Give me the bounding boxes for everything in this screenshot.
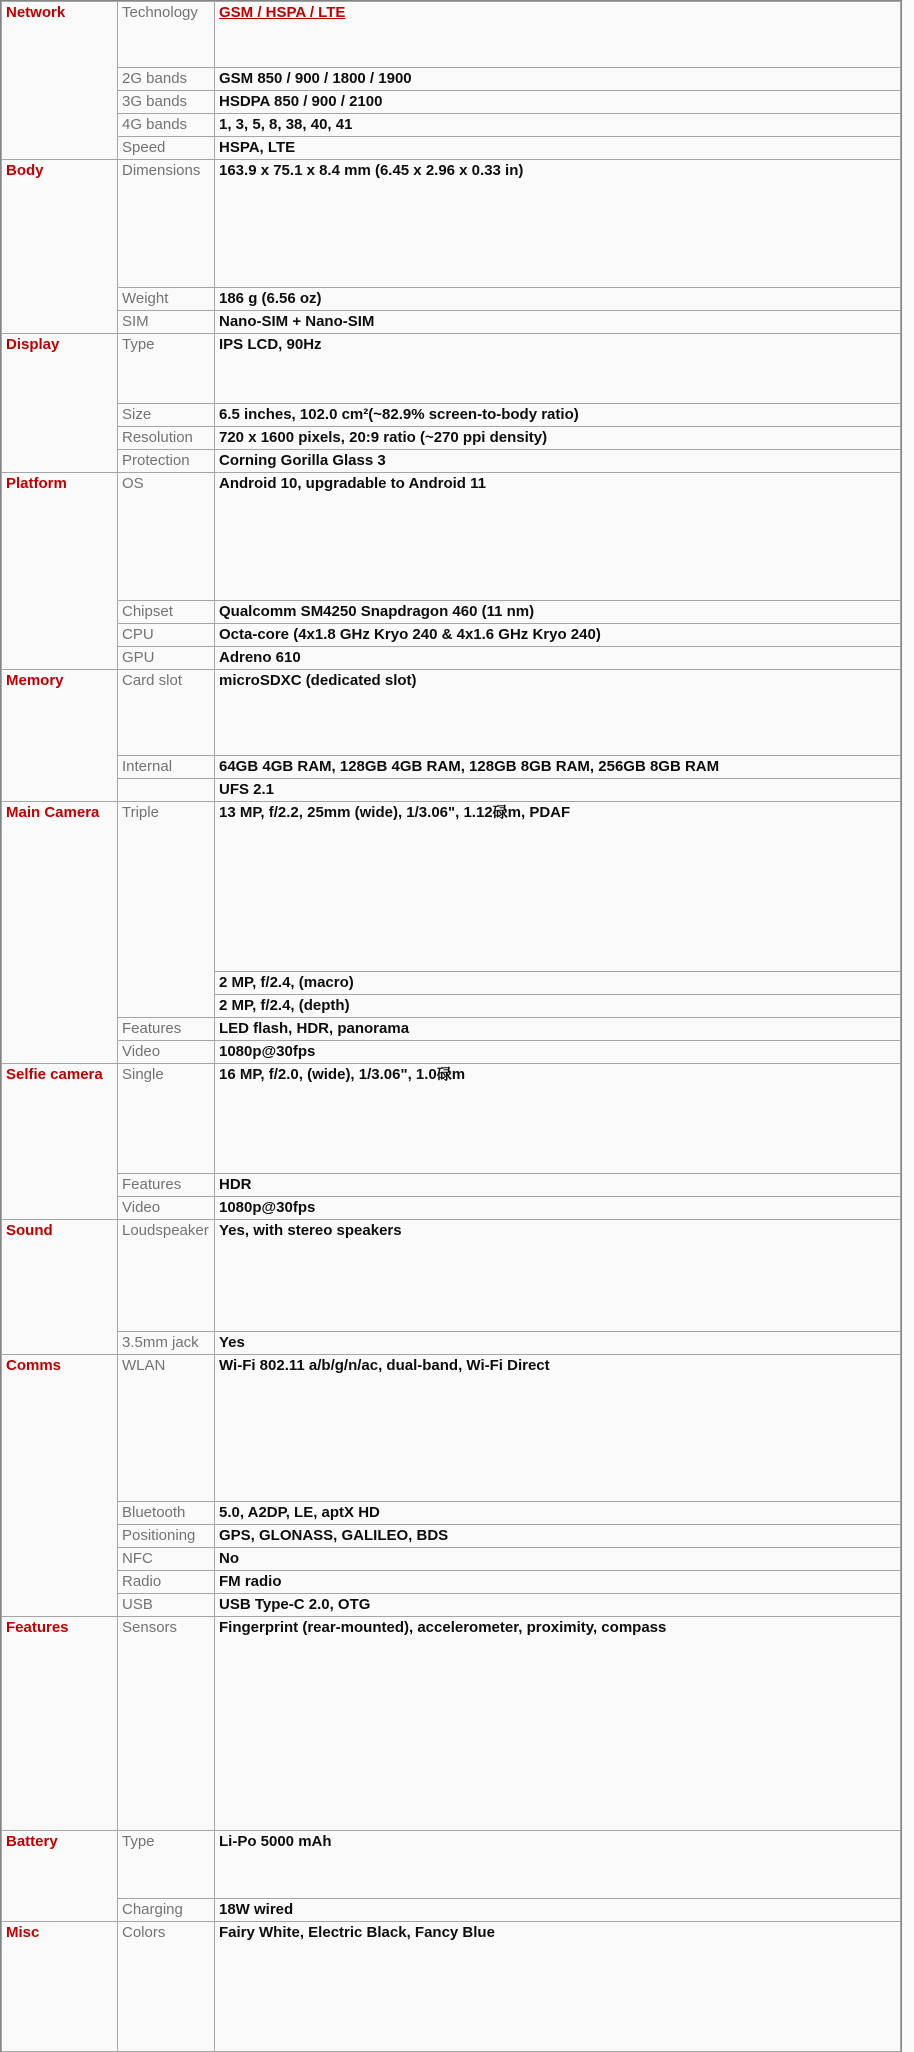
- table-row: [2, 1018, 901, 1041]
- table-row: [2, 311, 901, 334]
- table-row: [2, 1922, 901, 2052]
- spec-value: HSDPA 850 / 900 / 2100: [215, 91, 901, 114]
- spec-value: GPS, GLONASS, GALILEO, BDS: [215, 1525, 901, 1548]
- spec-label: Video: [118, 1041, 215, 1064]
- spec-value: 64GB 4GB RAM, 128GB 4GB RAM, 128GB 8GB RAM, 256GB 8GB RAM: [215, 756, 901, 779]
- spec-value: 163.9 x 75.1 x 8.4 mm (6.45 x 2.96 x 0.33 in): [215, 160, 901, 288]
- spec-value: Android 10, upgradable to Android 11: [215, 473, 901, 601]
- spec-value: microSDXC (dedicated slot): [215, 670, 901, 756]
- spec-label: Triple: [118, 802, 215, 1018]
- spec-label: Loudspeaker: [118, 1220, 215, 1332]
- section-category-battery: Battery: [2, 1831, 118, 1922]
- spec-value: IPS LCD, 90Hz: [215, 334, 901, 404]
- spec-label: Bluetooth: [118, 1502, 215, 1525]
- spec-value: No: [215, 1548, 901, 1571]
- table-row: [2, 160, 901, 288]
- spec-value: 2 MP, f/2.4, (depth): [215, 995, 901, 1018]
- table-row: [2, 137, 901, 160]
- table-row: [2, 1064, 901, 1174]
- spec-label: Internal: [118, 756, 215, 779]
- table-row: [2, 647, 901, 670]
- spec-label: Resolution: [118, 427, 215, 450]
- spec-value: Yes, with stereo speakers: [215, 1220, 901, 1332]
- spec-value: FM radio: [215, 1571, 901, 1594]
- spec-label: 3.5mm jack: [118, 1332, 215, 1355]
- section-category-selfie-camera: Selfie camera: [2, 1064, 118, 1220]
- spec-value: 16 MP, f/2.0, (wide), 1/3.06", 1.0碌m: [215, 1064, 901, 1174]
- section-category-body: Body: [2, 160, 118, 334]
- spec-value: LED flash, HDR, panorama: [215, 1018, 901, 1041]
- section-category-sound: Sound: [2, 1220, 118, 1355]
- spec-value: Fingerprint (rear-mounted), accelerometer, proximity, compass: [215, 1617, 901, 1831]
- table-row: [2, 670, 901, 756]
- table-row: [2, 334, 901, 404]
- phone-specs-table: [1, 1, 901, 2052]
- table-row: [2, 1571, 901, 1594]
- spec-label: OS: [118, 473, 215, 601]
- spec-value: 186 g (6.56 oz): [215, 288, 901, 311]
- spec-label: Features: [118, 1018, 215, 1041]
- table-row: [2, 1355, 901, 1502]
- table-row: [2, 779, 901, 802]
- spec-value: Adreno 610: [215, 647, 901, 670]
- spec-label: Technology: [118, 2, 215, 68]
- table-row: [2, 756, 901, 779]
- table-row: [2, 624, 901, 647]
- spec-label: Size: [118, 404, 215, 427]
- spec-label: Features: [118, 1174, 215, 1197]
- spec-label: NFC: [118, 1548, 215, 1571]
- table-row: [2, 450, 901, 473]
- spec-value: UFS 2.1: [215, 779, 901, 802]
- spec-label: SIM: [118, 311, 215, 334]
- spec-value: Fairy White, Electric Black, Fancy Blue: [215, 1922, 901, 2052]
- spec-label: Dimensions: [118, 160, 215, 288]
- spec-label: Colors: [118, 1922, 215, 2052]
- table-row: [2, 1174, 901, 1197]
- spec-label: WLAN: [118, 1355, 215, 1502]
- spec-value: HDR: [215, 1174, 901, 1197]
- table-row: [2, 404, 901, 427]
- spec-value: [215, 2, 901, 68]
- spec-value: Qualcomm SM4250 Snapdragon 460 (11 nm): [215, 601, 901, 624]
- technology-link[interactable]: GSM / HSPA / LTE: [219, 4, 346, 21]
- spec-value: Li-Po 5000 mAh: [215, 1831, 901, 1899]
- spec-label: 4G bands: [118, 114, 215, 137]
- spec-label: CPU: [118, 624, 215, 647]
- table-row: [2, 1548, 901, 1571]
- spec-value: 1080p@30fps: [215, 1041, 901, 1064]
- section-category-comms: Comms: [2, 1355, 118, 1617]
- table-row: [2, 2, 901, 68]
- spec-label: [118, 779, 215, 802]
- table-row: [2, 1041, 901, 1064]
- section-category-main-camera: Main Camera: [2, 802, 118, 1064]
- spec-value: GSM 850 / 900 / 1800 / 1900: [215, 68, 901, 91]
- spec-value: Corning Gorilla Glass 3: [215, 450, 901, 473]
- spec-value: 1080p@30fps: [215, 1197, 901, 1220]
- spec-label: Speed: [118, 137, 215, 160]
- table-row: [2, 1831, 901, 1899]
- spec-value: Wi-Fi 802.11 a/b/g/n/ac, dual-band, Wi-Fi Direct: [215, 1355, 901, 1502]
- table-row: [2, 114, 901, 137]
- spec-value: Octa-core (4x1.8 GHz Kryo 240 & 4x1.6 GHz Kryo 240): [215, 624, 901, 647]
- spec-label: Chipset: [118, 601, 215, 624]
- spec-label: 2G bands: [118, 68, 215, 91]
- table-row: [2, 1502, 901, 1525]
- table-row: [2, 1594, 901, 1617]
- section-category-display: Display: [2, 334, 118, 473]
- spec-label: Type: [118, 334, 215, 404]
- table-row: [2, 1525, 901, 1548]
- table-row: [2, 288, 901, 311]
- spec-label: Weight: [118, 288, 215, 311]
- table-row: [2, 802, 901, 972]
- section-category-memory: Memory: [2, 670, 118, 802]
- table-row: [2, 91, 901, 114]
- spec-value: 1, 3, 5, 8, 38, 40, 41: [215, 114, 901, 137]
- table-row: [2, 601, 901, 624]
- section-category-features: Features: [2, 1617, 118, 1831]
- spec-label: Sensors: [118, 1617, 215, 1831]
- spec-label: 3G bands: [118, 91, 215, 114]
- spec-value: 2 MP, f/2.4, (macro): [215, 972, 901, 995]
- spec-label: Protection: [118, 450, 215, 473]
- spec-label: USB: [118, 1594, 215, 1617]
- section-category-misc: Misc: [2, 1922, 118, 2052]
- table-row: [2, 68, 901, 91]
- spec-value: USB Type-C 2.0, OTG: [215, 1594, 901, 1617]
- spec-label: Charging: [118, 1899, 215, 1922]
- spec-value: 6.5 inches, 102.0 cm²(~82.9% screen-to-body ratio): [215, 404, 901, 427]
- spec-value: 13 MP, f/2.2, 25mm (wide), 1/3.06", 1.12碌m, PDAF: [215, 802, 901, 972]
- spec-label: Video: [118, 1197, 215, 1220]
- section-category-platform: Platform: [2, 473, 118, 670]
- table-row: [2, 1332, 901, 1355]
- table-row: [2, 1220, 901, 1332]
- spec-label: Single: [118, 1064, 215, 1174]
- spec-value: 18W wired: [215, 1899, 901, 1922]
- table-row: [2, 1899, 901, 1922]
- table-row: [2, 427, 901, 450]
- spec-label: Radio: [118, 1571, 215, 1594]
- spec-label: Card slot: [118, 670, 215, 756]
- spec-page: [0, 1, 914, 2052]
- table-row: [2, 1617, 901, 1831]
- spec-value: HSPA, LTE: [215, 137, 901, 160]
- spec-value: 5.0, A2DP, LE, aptX HD: [215, 1502, 901, 1525]
- table-row: [2, 1197, 901, 1220]
- spec-value: 720 x 1600 pixels, 20:9 ratio (~270 ppi density): [215, 427, 901, 450]
- spec-label: GPU: [118, 647, 215, 670]
- spec-value: Yes: [215, 1332, 901, 1355]
- section-category-network: Network: [2, 2, 118, 160]
- spec-value: Nano-SIM + Nano-SIM: [215, 311, 901, 334]
- spec-label: Type: [118, 1831, 215, 1899]
- spec-label: Positioning: [118, 1525, 215, 1548]
- table-row: [2, 473, 901, 601]
